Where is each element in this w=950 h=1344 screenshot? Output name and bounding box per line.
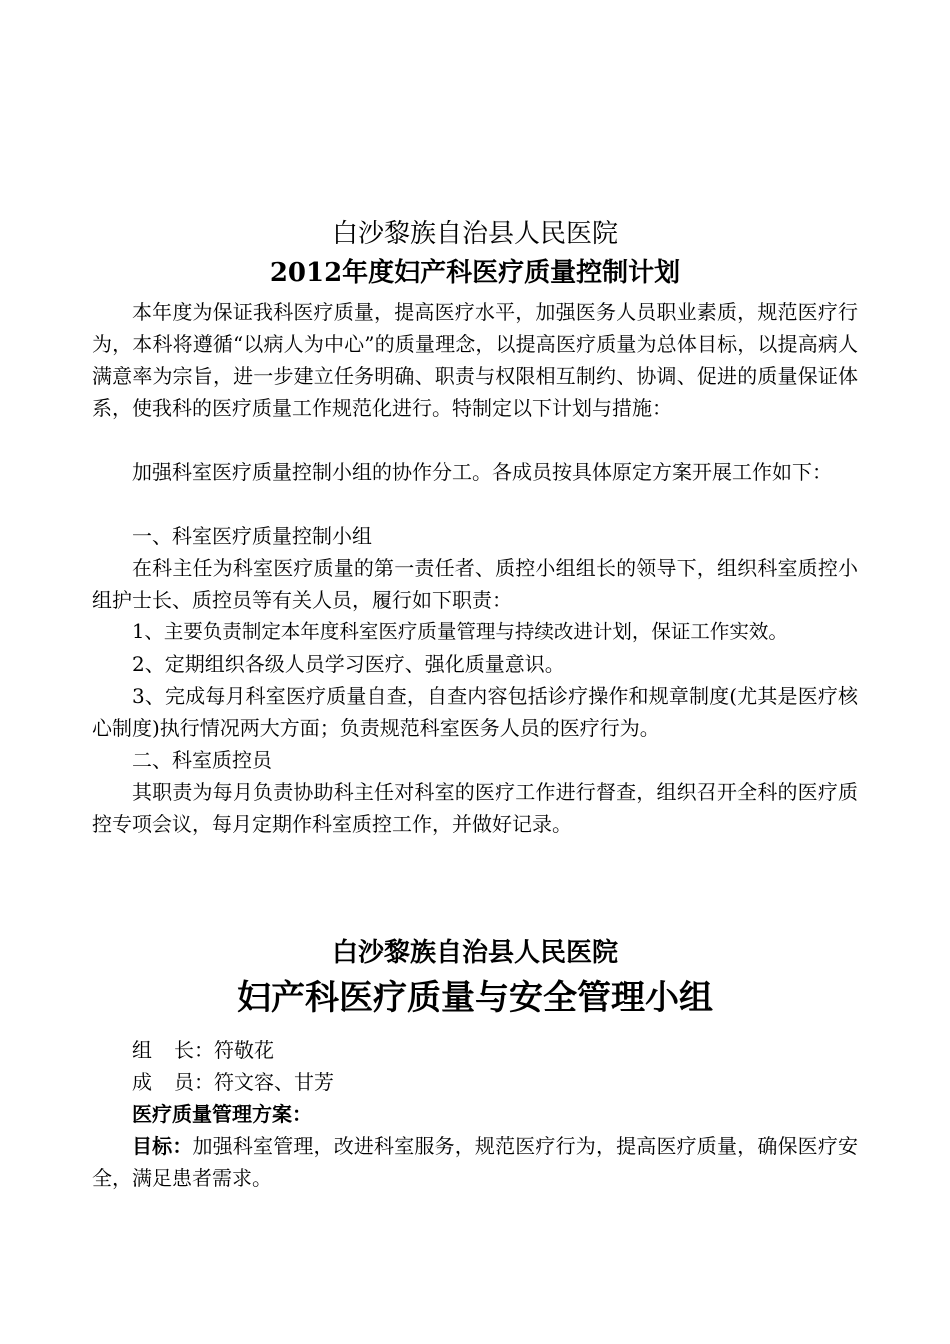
group-title: 妇产科医疗质量与安全管理小组 [237, 978, 713, 1018]
goal-text: 加强科室管理，改进科室服务，规范医疗行为，提高医疗质量，确保医疗安全，满足患者需求。 [92, 1134, 859, 1190]
intro-paragraph-2: 加强科室医疗质量控制小组的协作分工。各成员按具体原定方案开展工作如下： [132, 460, 832, 484]
hospital-name-1: 白沙黎族自治县人民医院 [331, 219, 618, 249]
member-row [132, 1066, 898, 1098]
duty-item-1: 1、主要负责制定本年度科室医疗质量管理与持续改进计划，保证工作实效。 [132, 620, 788, 643]
leader-name: 符敬花 [214, 1038, 274, 1062]
leader-label-1: 组 [132, 1038, 152, 1062]
hospital-name-2: 白沙黎族自治县人民医院 [331, 938, 618, 968]
plan-title: 2012年度妇产科医疗质量控制计划 [269, 258, 681, 288]
duty-item-2: 2、定期组织各级人员学习医疗、强化质量意识。 [132, 652, 565, 676]
leader-label-2: 长： [174, 1038, 214, 1062]
plan-heading: 医疗质量管理方案： [132, 1102, 312, 1126]
part2-heading: 二、科室质控员 [132, 748, 272, 772]
member-names: 符文容、甘芳 [214, 1070, 334, 1094]
member-label-2: 员： [174, 1070, 214, 1094]
part1-heading: 一、科室医疗质量控制小组 [132, 524, 372, 548]
intro-paragraph: 本年度为保证我科医疗质量，提高医疗水平，加强医务人员职业素质，规范医疗行为，本科将遵循“以病人为中心”的质量理念，以提高医疗质量为总体目标，以提高病人满意率为宗旨，进一步建立任务明确、职责与权限相互制约、协调、促进的质量保证体系，使我科的医疗质量工作规范化进行。特制定以下计划与措施： [92, 300, 858, 420]
part2-paragraph: 其职责为每月负责协助科主任对科室的医疗工作进行督查，组织召开全科的医疗质控专项会议，每月定期作科室质控工作，并做好记录。 [92, 780, 858, 836]
goal-paragraph [92, 1130, 858, 1194]
goal-label: 目标： [132, 1134, 193, 1158]
duty-item-3: 3、完成每月科室医疗质量自查，自查内容包括诊疗操作和规章制度(尤其是医疗核心制度)执行情况两大方面；负责规范科室医务人员的医疗行为。 [92, 684, 858, 740]
member-label-1: 成 [132, 1070, 152, 1094]
leader-row [132, 1034, 898, 1066]
part1-paragraph: 在科主任为科室医疗质量的第一责任者、质控小组组长的领导下，组织科室质控小组护士长、质控员等有关人员，履行如下职责： [92, 556, 858, 612]
